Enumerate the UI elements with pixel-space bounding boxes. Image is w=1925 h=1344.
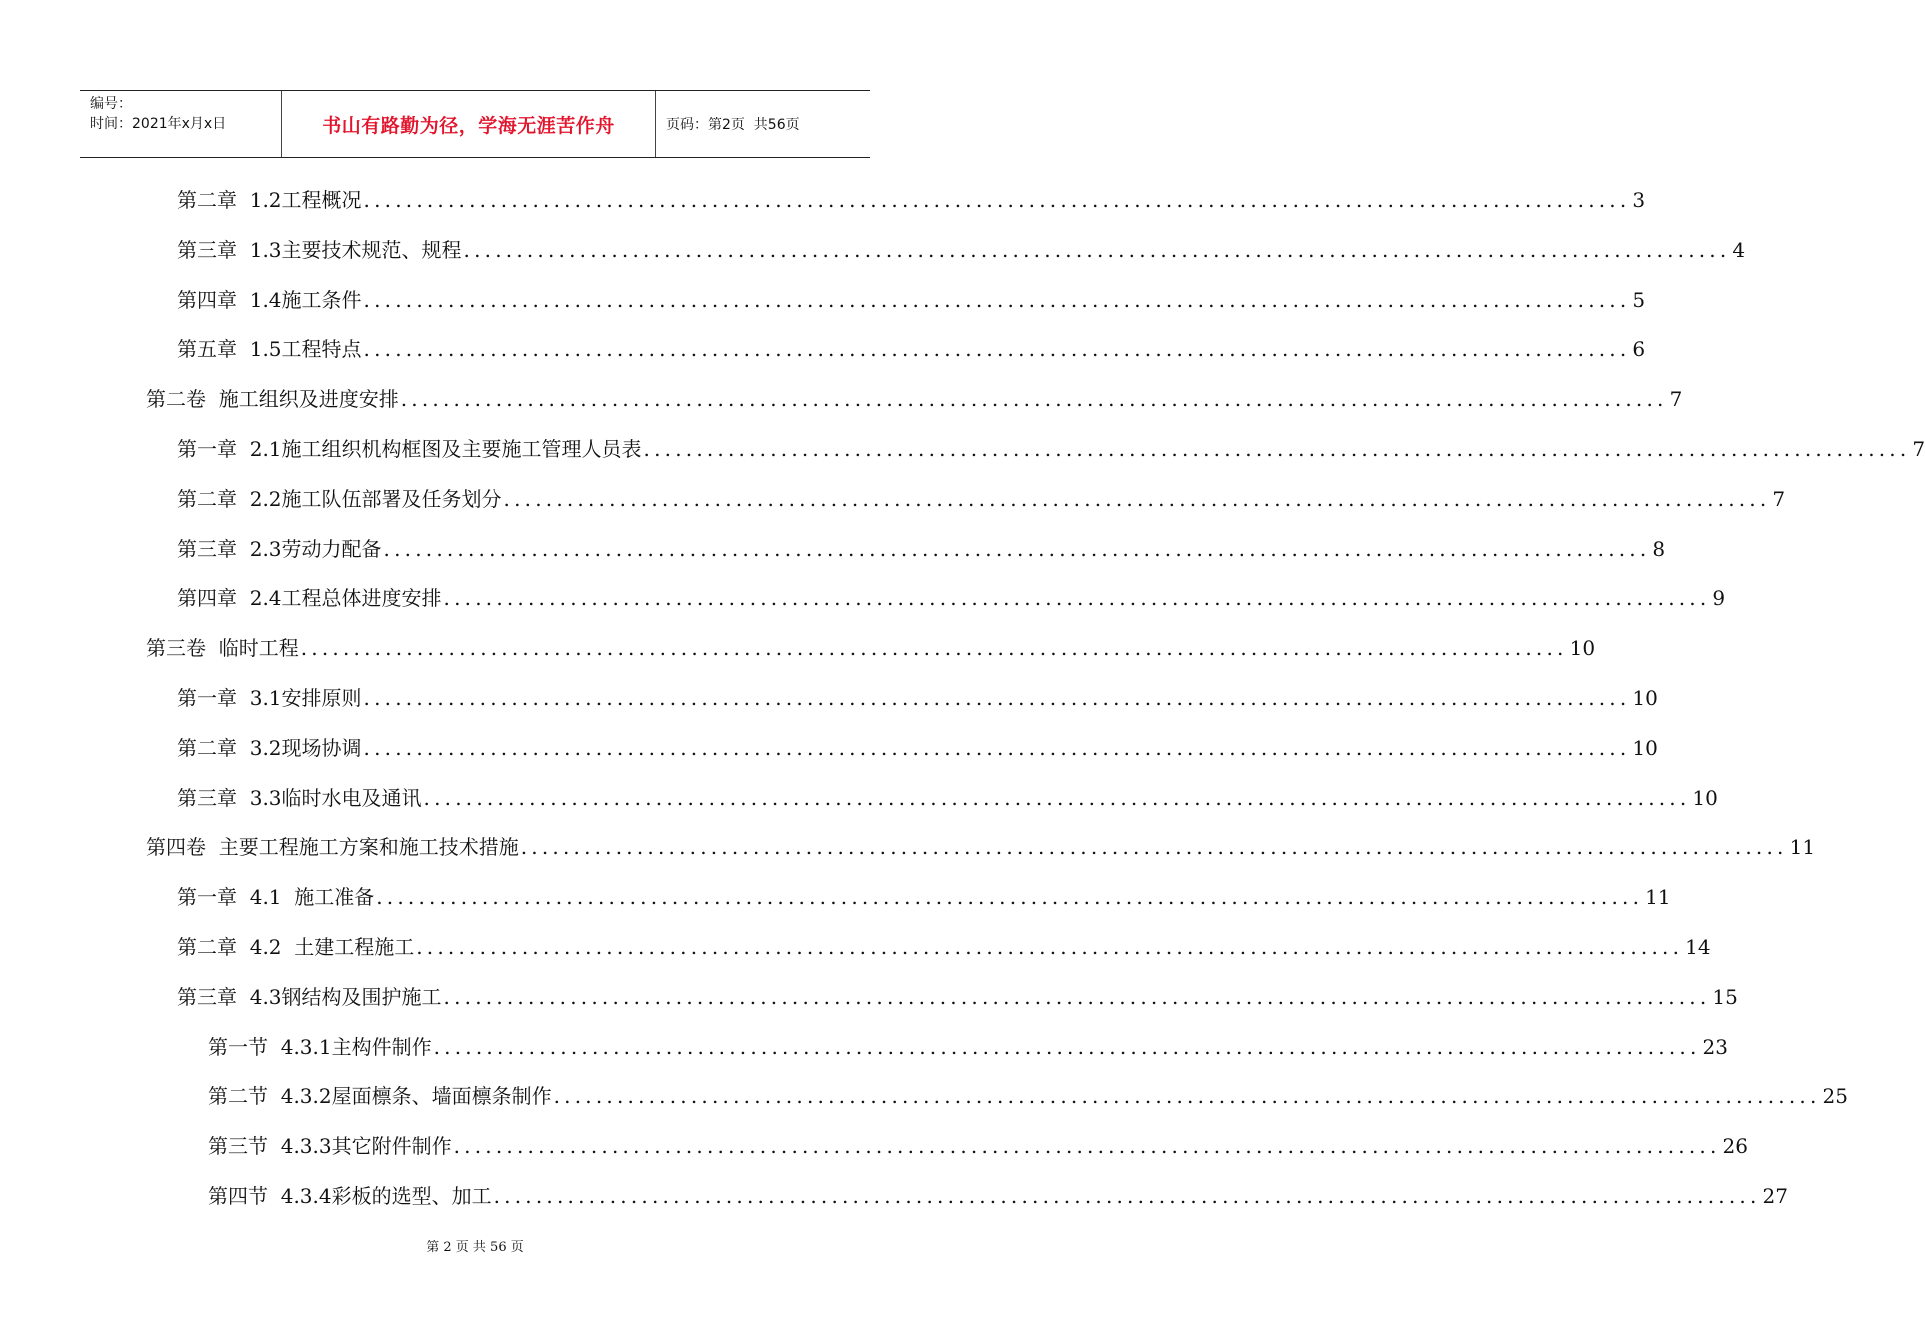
header-motto: 书山有路勤为径，学海无涯苦作舟 — [282, 91, 656, 157]
toc-entry[interactable] — [208, 1131, 1748, 1161]
toc-entry[interactable] — [177, 583, 1726, 613]
toc-dot-leader: ........................................................................................................................ — [400, 387, 1668, 412]
toc-entry-page: 11 — [1645, 885, 1671, 910]
toc-dot-leader: ........................................................................................................................ — [433, 1034, 1701, 1059]
toc-entry[interactable] — [208, 1081, 1848, 1111]
toc-entry-page: 26 — [1722, 1134, 1748, 1159]
toc-entry-page: 14 — [1685, 935, 1711, 959]
toc-entry-page: 6 — [1632, 337, 1646, 362]
toc-entry-title: 第一节 4.3.1主构件制作 — [208, 1034, 432, 1059]
toc-entry-page: 11 — [1789, 835, 1816, 860]
doc-code-label: 编号： — [90, 96, 132, 112]
toc-dot-leader: ........................................................................................................................ — [553, 1084, 1821, 1109]
toc-entry-page: 10 — [1692, 785, 1718, 810]
toc-entry-page: 10 — [1632, 735, 1658, 760]
toc-entry-page: 23 — [1702, 1034, 1728, 1059]
toc-entry-page: 8 — [1652, 536, 1666, 561]
toc-entry-title: 第五章 1.5工程特点 — [177, 337, 362, 362]
toc-entry[interactable] — [146, 384, 1683, 414]
header-meta — [80, 91, 282, 157]
toc-entry-title: 第二章 1.2工程概况 — [177, 188, 362, 212]
toc-entry-title: 第二章 4.2 土建工程施工 — [177, 935, 415, 959]
toc-entry[interactable] — [177, 285, 1646, 315]
toc-entry-page: 10 — [1632, 686, 1658, 710]
toc-entry-page: 15 — [1712, 984, 1738, 1009]
toc-entry-title: 第二节 4.3.2屋面檩条、墙面檩条制作 — [208, 1084, 552, 1109]
toc-entry[interactable] — [177, 783, 1718, 813]
toc-entry[interactable] — [177, 733, 1658, 763]
toc-entry-page: 9 — [1712, 586, 1726, 611]
toc-entry-title: 第一章 4.1 施工准备 — [177, 885, 375, 910]
toc-entry-title: 第二卷 施工组织及进度安排 — [146, 387, 399, 412]
toc-entry-page: 7 — [1912, 437, 1925, 461]
toc-entry-page: 25 — [1822, 1084, 1848, 1109]
toc-dot-leader: ........................................................................................................................ — [493, 1184, 1761, 1208]
toc-entry-page: 10 — [1569, 636, 1596, 661]
toc-entry-title: 第四章 2.4工程总体进度安排 — [177, 586, 442, 611]
toc-entry[interactable] — [177, 334, 1646, 364]
toc-dot-leader: ........................................................................................................................ — [453, 1134, 1721, 1159]
toc-entry[interactable] — [177, 534, 1666, 564]
toc-entry-page: 4 — [1732, 237, 1746, 262]
toc-entry-title: 第四卷 主要工程施工方案和施工技术措施 — [146, 835, 519, 860]
toc-entry-title: 第三卷 临时工程 — [146, 636, 299, 661]
toc-entry[interactable] — [177, 683, 1658, 713]
toc-dot-leader: ........................................................................................................................ — [383, 536, 1651, 561]
toc-dot-leader: ........................................................................................................................ — [443, 984, 1711, 1009]
toc-dot-leader: ........................................................................................................................ — [363, 287, 1631, 312]
toc-entry[interactable] — [177, 434, 1925, 464]
toc-entry-title: 第四节 4.3.4彩板的选型、加工 — [208, 1184, 492, 1208]
toc-entry-page: 7 — [1772, 486, 1786, 511]
toc-entry[interactable] — [146, 633, 1596, 663]
toc-entry-page: 5 — [1632, 287, 1646, 312]
toc-entry[interactable] — [177, 185, 1646, 215]
doc-date: 时间：2021年x月x日 — [90, 116, 227, 132]
toc-entry-title: 第三章 3.3临时水电及通讯 — [177, 785, 422, 810]
toc-entry[interactable] — [208, 1181, 1788, 1211]
toc-dot-leader: ........................................................................................................................ — [363, 686, 1631, 710]
toc-entry-title: 第三章 2.3劳动力配备 — [177, 536, 382, 561]
toc-dot-leader: ........................................................................................................................ — [503, 486, 1771, 511]
toc-entry-title: 第三章 4.3钢结构及围护施工 — [177, 984, 442, 1009]
header-page-info: 页码：第2页 共56页 — [666, 117, 800, 133]
toc-entry[interactable] — [177, 982, 1738, 1012]
toc-entry-page: 7 — [1669, 387, 1683, 412]
toc-dot-leader: ........................................................................................................................ — [363, 337, 1631, 362]
toc-entry-title: 第二章 3.2现场协调 — [177, 735, 362, 760]
toc-dot-leader: ........................................................................................................................ — [520, 835, 1788, 860]
toc-dot-leader: ........................................................................................................................ — [376, 885, 1644, 910]
toc-dot-leader: ........................................................................................................................ — [363, 735, 1631, 760]
toc-entry-title: 第三章 1.3主要技术规范、规程 — [177, 237, 462, 262]
toc-dot-leader: ........................................................................................................................ — [443, 586, 1711, 611]
toc-entry-title: 第一章 2.1施工组织机构框图及主要施工管理人员表 — [177, 437, 642, 461]
toc-entry[interactable] — [177, 882, 1671, 912]
toc-dot-leader: ........................................................................................................................ — [463, 237, 1731, 262]
toc-dot-leader: ........................................................................................................................ — [300, 636, 1568, 661]
toc-entry-page: 3 — [1632, 188, 1646, 212]
toc-entry-title: 第四章 1.4施工条件 — [177, 287, 362, 312]
toc-entry[interactable] — [177, 235, 1746, 265]
page-header — [80, 90, 870, 158]
toc-entry-title: 第一章 3.1安排原则 — [177, 686, 362, 710]
toc-entry-page: 27 — [1762, 1184, 1788, 1208]
toc-entry-title: 第二章 2.2施工队伍部署及任务划分 — [177, 486, 502, 511]
toc-entry[interactable] — [208, 1032, 1728, 1062]
toc-dot-leader: ........................................................................................................................ — [643, 437, 1911, 461]
toc-entry[interactable] — [177, 484, 1786, 514]
page-footer: 第 2 页 共 56 页 — [426, 1240, 524, 1255]
toc-entry-title: 第三节 4.3.3其它附件制作 — [208, 1134, 452, 1159]
toc-dot-leader: ........................................................................................................................ — [416, 935, 1684, 959]
toc-dot-leader: ........................................................................................................................ — [423, 785, 1691, 810]
toc-entry[interactable] — [146, 832, 1816, 862]
toc-dot-leader: ........................................................................................................................ — [363, 188, 1631, 212]
toc-entry[interactable] — [177, 932, 1711, 962]
